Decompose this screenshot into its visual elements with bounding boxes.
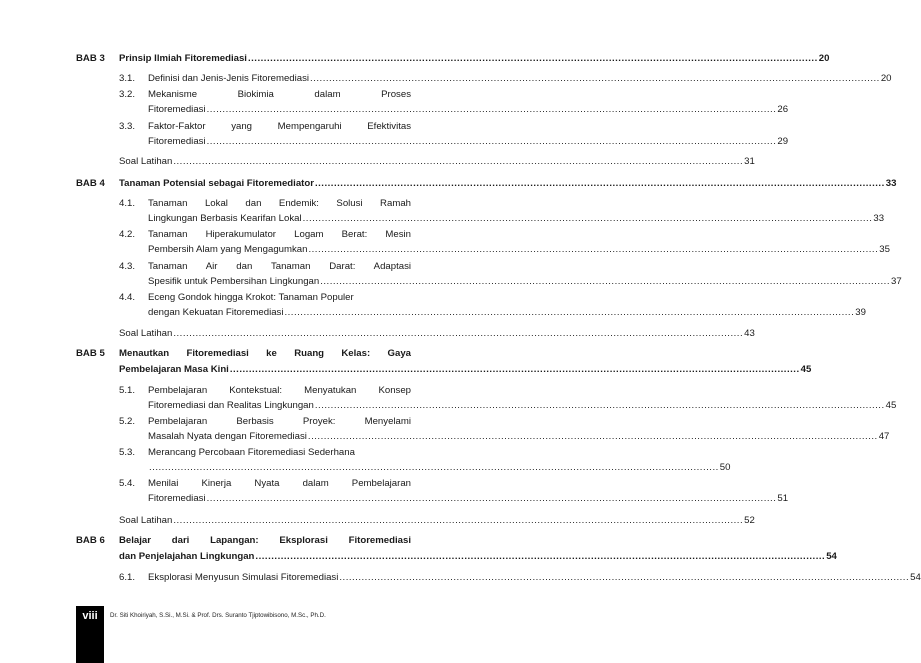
entry-page: 37 — [890, 276, 902, 287]
entry-title: Definisi dan Jenis-Jenis Fitoremediasi — [148, 73, 310, 84]
footer-page-number: viii — [82, 610, 98, 622]
chapter-title-line2: Pembelajaran Masa Kini — [119, 364, 229, 375]
entry-title-line2: Pembersih Alam yang Mengagumkan — [148, 244, 308, 255]
entry-page: 54 — [910, 572, 921, 583]
chapter-label: BAB 4 — [76, 178, 105, 189]
entry-number: 5.4. — [119, 478, 136, 489]
entry-title-line2: Lingkungan Berbasis Kearifan Lokal — [148, 213, 302, 224]
entry-title-line2: Fitoremediasi — [148, 493, 206, 504]
entry-page: 26 — [777, 104, 789, 115]
entry-line — [148, 244, 890, 255]
soal-page: 43 — [744, 328, 755, 339]
entry-page: 51 — [777, 493, 789, 504]
soal-page: 31 — [744, 156, 755, 167]
entry-page: 45 — [885, 400, 897, 411]
entry-line — [148, 307, 866, 318]
chapter-title — [119, 178, 897, 189]
entry-number: 5.2. — [119, 416, 136, 427]
entry-page: 50 — [719, 462, 731, 473]
entry-number: 5.3. — [119, 447, 136, 458]
chapter-label: BAB 5 — [76, 348, 105, 359]
entry-line — [148, 431, 890, 442]
chapter-label: BAB 6 — [76, 535, 105, 546]
entry-title-line1: Eceng Gondok hingga Krokot: Tanaman Populer — [148, 292, 354, 303]
chapter-title — [119, 364, 812, 375]
entry-title-line1: Tanaman Hiperakumulator Logam Berat: Mesin — [148, 229, 411, 240]
soal-line — [119, 515, 755, 526]
entry-title-line1: Tanaman Lokal dan Endemik: Solusi Ramah — [148, 198, 411, 209]
entry-title-line2: Fitoremediasi — [148, 136, 206, 147]
entry-line — [148, 136, 789, 147]
entry-page: 39 — [855, 307, 866, 318]
chapter-page: 20 — [818, 53, 830, 64]
chapter-title-text: Tanaman Potensial sebagai Fitoremediator — [119, 178, 314, 189]
entry-title-line2: Fitoremediasi dan Realitas Lingkungan — [148, 400, 314, 411]
entry-title-line2: Masalah Nyata dengan Fitoremediasi — [148, 431, 307, 442]
chapter-title-line1: Menautkan Fitoremediasi ke Ruang Kelas: Gaya — [119, 348, 411, 359]
entry-line — [148, 104, 789, 115]
chapter-title — [119, 551, 837, 562]
entry-title-line1: Pembelajaran Kontekstual: Menyatukan Konsep — [148, 385, 411, 396]
entry-number: 3.2. — [119, 89, 136, 100]
entry-page: 33 — [873, 213, 885, 224]
entry-title-line1: Menilai Kinerja Nyata dalam Pembelajaran — [148, 478, 411, 489]
soal-line — [119, 156, 755, 167]
entry-line — [148, 462, 731, 473]
entry-line — [148, 572, 921, 583]
entry-line — [148, 213, 885, 224]
chapter-page: 45 — [800, 364, 812, 375]
entry-number: 3.1. — [119, 73, 136, 84]
entry-line — [148, 73, 892, 84]
chapter-page: 33 — [885, 178, 897, 189]
entry-number: 4.4. — [119, 292, 136, 303]
footer-authors: Dr. Siti Khoiriyah, S.Si., M.Si. & Prof. Drs. Suranto Tjiptowibisono, M.Sc., Ph.D. — [110, 612, 326, 619]
entry-number: 4.1. — [119, 198, 136, 209]
entry-line — [148, 400, 897, 411]
entry-page: 47 — [878, 431, 890, 442]
chapter-page: 54 — [826, 551, 837, 562]
soal-label: Soal Latihan — [119, 156, 173, 167]
entry-title-line2: Spesifik untuk Pembersihan Lingkungan — [148, 276, 320, 287]
soal-label: Soal Latihan — [119, 328, 173, 339]
entry-title: Eksplorasi Menyusun Simulasi Fitoremediasi — [148, 572, 339, 583]
entry-page: 29 — [777, 136, 789, 147]
entry-number: 4.3. — [119, 261, 136, 272]
chapter-title-line1: Belajar dari Lapangan: Eksplorasi Fitoremediasi — [119, 535, 411, 546]
chapter-title-line2: dan Penjelajahan Lingkungan — [119, 551, 255, 562]
entry-title-line1: Tanaman Air dan Tanaman Darat: Adaptasi — [148, 261, 411, 272]
entry-number: 6.1. — [119, 572, 136, 583]
entry-line — [148, 493, 789, 504]
entry-title-line1: Faktor-Faktor yang Mempengaruhi Efektivitas — [148, 121, 411, 132]
entry-number: 4.2. — [119, 229, 136, 240]
entry-title-line2: dengan Kekuatan Fitoremediasi — [148, 307, 284, 318]
entry-title-line1: Pembelajaran Berbasis Proyek: Menyelami — [148, 416, 411, 427]
chapter-label: BAB 3 — [76, 53, 105, 64]
soal-label: Soal Latihan — [119, 515, 173, 526]
entry-title-line2: Fitoremediasi — [148, 104, 206, 115]
entry-title-line1: Merancang Percobaan Fitoremediasi Sederhana — [148, 447, 355, 458]
entry-page: 35 — [879, 244, 890, 255]
entry-number: 3.3. — [119, 121, 136, 132]
chapter-title — [119, 53, 830, 64]
entry-title-line1: Mekanisme Biokimia dalam Proses — [148, 89, 411, 100]
soal-page: 52 — [744, 515, 755, 526]
chapter-title-text: Prinsip Ilmiah Fitoremediasi — [119, 53, 247, 64]
entry-number: 5.1. — [119, 385, 136, 396]
soal-line — [119, 328, 755, 339]
entry-line — [148, 276, 902, 287]
entry-page: 20 — [880, 73, 892, 84]
